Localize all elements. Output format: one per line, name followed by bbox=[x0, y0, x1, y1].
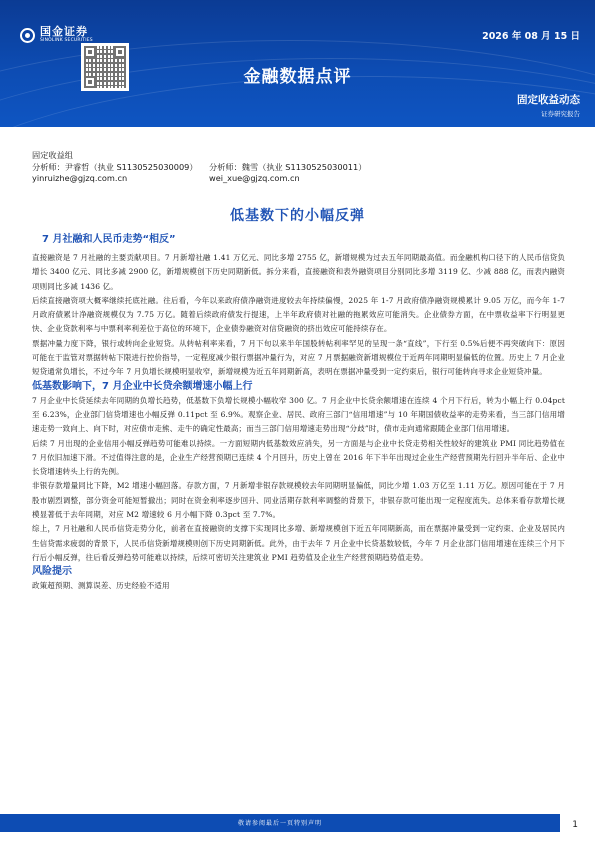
risk-paragraph: 政策超预期、测算误差、历史经验不适用 bbox=[32, 581, 170, 591]
paragraph: 直接融资是 7 月社融的主要贡献项目。7 月新增社融 1.41 万亿元、同比多增 2755 亿，新增规模为过去五年同期最高值。而金融机构口径下的人民币信贷负增长 3400 亿元、同比多减 2900 亿，新增规模创下历史同期新低。拆分来看，直接融资和表外融资项目分别同比多增 3119 亿、少减 888 亿，而表内融资项则同比多减 1436 亿。 bbox=[32, 253, 565, 291]
section-heading-risk: 风险提示 bbox=[32, 566, 72, 578]
section-heading-2: 低基数影响下，7 月企业中长贷余额增速小幅上行 bbox=[32, 380, 253, 392]
logo-english-name: SINOLINK SECURITIES bbox=[40, 38, 93, 43]
team-name: 固定收益组 bbox=[32, 150, 73, 160]
paragraph: 后续直接融资项大概率继续托底社融。往后看，今年以来政府债净融资进度较去年持续偏慢，2025 年 1-7 月政府债净融资规模累计 9.05 万亿，而今年 1-7 月政府债累计净融资规模仅为 7.75 万亿。随着后续政府债发行提速，上半年政府债对社融的拖累效应可能消失。企业债券方面，在中票收益率下行明显更快、企业贷款利率与中票利率利差位于高位的环境下，企业债券融资对信贷融资的挤出效应可能持续存在。 bbox=[32, 295, 565, 334]
logo-chinese-name: 国金证券 bbox=[40, 25, 88, 38]
page-number: 1 bbox=[572, 820, 578, 830]
analyst-2-email[interactable]: wei_xue@gjzq.com.cn bbox=[209, 173, 300, 183]
header-banner bbox=[0, 0, 595, 127]
report-title: 低基数下的小幅反弹 bbox=[230, 208, 365, 224]
report-body bbox=[32, 233, 565, 594]
header-title: 金融数据点评 bbox=[243, 67, 352, 87]
logo-mark-icon bbox=[20, 28, 35, 43]
paragraph: 7 月企业中长贷延续去年同期的负增长趋势，低基数下负增长规模小幅收窄 300 亿。7 月企业中长贷余额增速在连续 4 个月下行后，转为小幅上行 0.04pct 至 6.23%，企业部门信贷增速也小幅反弹 0.11pct 至 6.9%。观察企业、居民、政府三部门“信用增速”与 10 年期国债收益率的走势来看，当三部门信用增速走势一致向上、向下时，对应债市走熊、走牛的确定性最高；而当三部门信用增速走势出现“分歧”时，债市走向通常跟随企业部门信用增速。 bbox=[32, 395, 565, 434]
report-type: 固定收益动态 bbox=[517, 94, 580, 106]
analyst-1-email[interactable]: yinruizhe@gjzq.com.cn bbox=[32, 173, 128, 183]
analyst-1-name: 分析师：尹睿哲（执业 S1130525030009） bbox=[32, 161, 198, 172]
paragraph: 票据冲量力度下降，银行或转向企业短贷。从转帖利率来看，7 月下旬以来半年国股转帖利率罕见的呈现一条“直线”，下行至 0.5%后便不再突破向下：原因可能在于监管对票据转帖下限进行控价指导，一定程度减少银行票据冲量行为，对应 7 月票据融资新增规模位于近两年同期明显偏低的位置。历史上 7 月企业短贷通常负增长，不过今年 7 月负增长规模明显收窄，新增规模为近五年同期新高，表明在票据冲量受到一定约束后，银行可能转向寻求企业短贷冲量。 bbox=[32, 338, 565, 377]
analyst-info bbox=[32, 150, 366, 185]
report-date: 2026 年 08 月 15 日 bbox=[482, 31, 580, 42]
disclaimer-note: 敬请参阅最后一页特别声明 bbox=[237, 820, 322, 827]
section-heading-1: 7 月社融和人民币走势“相反” bbox=[42, 234, 176, 245]
report-category: 证券研究报告 bbox=[541, 110, 580, 118]
paragraph: 非银存款增量同比下降，M2 增速小幅回落。存款方面，7 月新增非银存款规模较去年同期明显偏低，同比少增 1.03 万亿至 1.11 万亿。原因可能在于 7 月股市剧烈调整，部分资金可能短暂撤出；同时在资金利率逐步回升、同业活期存款利率调整的背景下，非银存款可能出现一定程度流失。总体来看存款增长规模显著低于去年同期，对应 M2 增速较 6 月小幅下降 0.3pct 至 7.7%。 bbox=[32, 481, 565, 520]
analyst-2-name: 分析师：魏雪（执业 S1130525030011） bbox=[209, 161, 367, 172]
paragraph: 后续 7 月出现的企业信用小幅反弹趋势可能难以持续。一方面短期内低基数效应消失，另一方面是与企业中长贷走势相关性较好的建筑业 PMI 同比趋势值在 7 月依旧加速下滑。不过值得注意的是，企业生产经营预期已连续 4 个月回升，历史上曾在 2016 年下半年出现过企业生产经营预期先行回升半年后、企业中长贷增速转头上行的先例。 bbox=[32, 438, 565, 477]
company-logo bbox=[20, 26, 93, 44]
paragraph: 综上，7 月社融和人民币信贷走势分化，前者在直接融资的支撑下实现同比多增、新增规模创下近五年同期新高，而在票据冲量受到一定约束、企业及居民内生信贷需求疲弱的背景下，人民币信贷新增规模则创下历史同期新低。此外，由于去年 7 月企业中长贷基数较低，今年 7 月企业部门信用增速在连续三个月下行后小幅反弹，往后看反弹趋势可能难以持续，后续可密切关注建筑业 PMI 趋势值及企业生产经营预期趋势值走势。 bbox=[32, 524, 565, 562]
